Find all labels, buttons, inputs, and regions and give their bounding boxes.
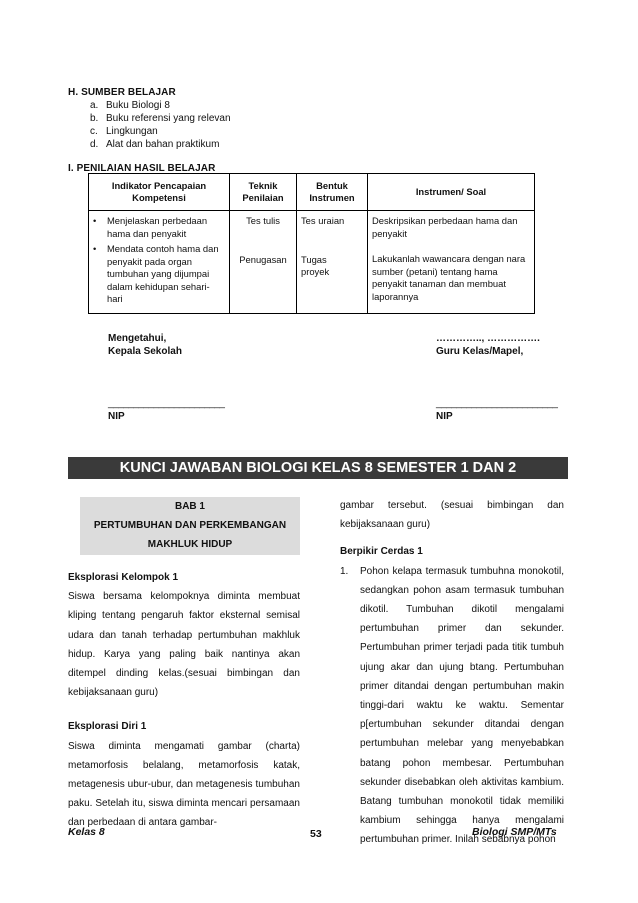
section-sumber-belajar [68, 87, 368, 151]
cell-bentuk: Tes uraian Tugas proyek [297, 211, 368, 314]
list-item: • Menjelaskan perbedaan hama dan penyakit [93, 215, 208, 239]
left-column [68, 568, 300, 833]
header-indikator: Indikator Pencapaian Kompetensi [89, 174, 230, 211]
continuation-text: gambar tersebut. (sesuai bimbingan dan kebijaksanaan guru) [340, 500, 564, 531]
eksplorasi-kelompok-title: Eksplorasi Kelompok 1 [68, 572, 179, 583]
signature-left-nip: _______________________ NIP [108, 398, 225, 422]
table-row [89, 211, 535, 314]
eksplorasi-diri-title: Eksplorasi Diri 1 [68, 721, 147, 733]
answer-key-banner: KUNCI JAWABAN BIOLOGI KELAS 8 SEMESTER 1 DAN 2 [68, 457, 568, 479]
signature-right: ………….., ……………. Guru Kelas/Mapel, [436, 333, 540, 357]
cell-teknik: Tes tulis Penugasan [230, 211, 297, 314]
item-text: Pohon kelapa termasuk tumbuhna monokotil, sedangkan pohon asam termasuk tumbuhan dikotil. Tumbuhan dikotil mengalami pertumbuhan primer dan sekunder. Pertumbuhan primer terjadi pada titik tumbuh ujung akar dan ujung btang. Pertumbuhan primer ditandai dengan pertumbuhan makin tinggi-dari waktu ke waktu. Sementar p[ertumbuhan sekunder ditandai dengan pertumbuhan melebar yang menyebabkan batang pohon membesar. Pertumbuhan sekunder disebabkan oleh aktivitas kambium. Batang tumbuhan monokotil tidak memiliki kambium sehingga hanya mengalami pertumbuhan primer. Inilah sebabnya pohon [360, 565, 564, 846]
list-item: c. Lingkungan [90, 126, 158, 137]
bullet-icon: • [93, 215, 97, 226]
section-h-title: H. SUMBER BELAJAR [68, 87, 176, 98]
signature-left: Mengetahui, Kepala Sekolah [108, 333, 182, 357]
berpikir-cerdas-title: Berpikir Cerdas 1 [340, 546, 423, 558]
sumber-list [68, 99, 368, 151]
bullet-icon: • [93, 243, 97, 254]
page-number: 53 [310, 828, 322, 840]
cell-indikator [89, 211, 230, 314]
right-column [340, 496, 564, 850]
footer-right: Biologi SMP/MTs [472, 826, 557, 838]
list-item: b. Buku referensi yang relevan [90, 113, 231, 124]
list-item: • Mendata contoh hama dan penyakit pada organ tumbuhan yang dijumpai dalam kehidupan sehari-hari [93, 243, 219, 304]
section-i-title: I. PENILAIAN HASIL BELAJAR [68, 163, 216, 174]
eksplorasi-diri-text: Siswa diminta mengamati gambar (charta) metamorfosis belalang, metamorfosis katak, metagenesis ubur-ubur, dan metagenesis tumbuhan paku. Setelah itu, siswa diminta mencari persamaan dan perbedaan di antara gambar- [68, 740, 300, 829]
cell-instrumen: Deskripsikan perbedaan hama dan penyakit Lakukanlah wawancara dengan nara sumber (petani) tentang hama penyakit tanaman dan membuat laporannya [368, 211, 535, 314]
header-bentuk: Bentuk Instrumen [297, 174, 368, 211]
list-item [340, 562, 564, 850]
list-item: a. Buku Biologi 8 [90, 100, 170, 111]
table-header-row [89, 174, 535, 211]
header-instrumen: Instrumen/ Soal [368, 174, 535, 211]
chapter-title-box: BAB 1 PERTUMBUHAN DAN PERKEMBANGAN MAKHLUK HIDUP [80, 497, 300, 555]
signature-right-nip: ________________________ NIP [436, 398, 558, 422]
penilaian-table [88, 173, 535, 314]
list-item: d. Alat dan bahan praktikum [90, 139, 220, 150]
eksplorasi-kelompok-text: Siswa bersama kelompoknya diminta membuat kliping tentang pengaruh faktor eksternal semisal udara dan tanah terhadap pertumbuhan makhluk hidup. Karya yang paling baik nantinya akan ditempel dinding kelas.(sesuai bimbingan dan kebijaksanaan guru) [68, 591, 300, 699]
header-teknik: Teknik Penilaian [230, 174, 297, 211]
item-number: 1. [340, 565, 349, 577]
penilaian-table-wrap [88, 173, 535, 314]
footer-left: Kelas 8 [68, 826, 105, 838]
